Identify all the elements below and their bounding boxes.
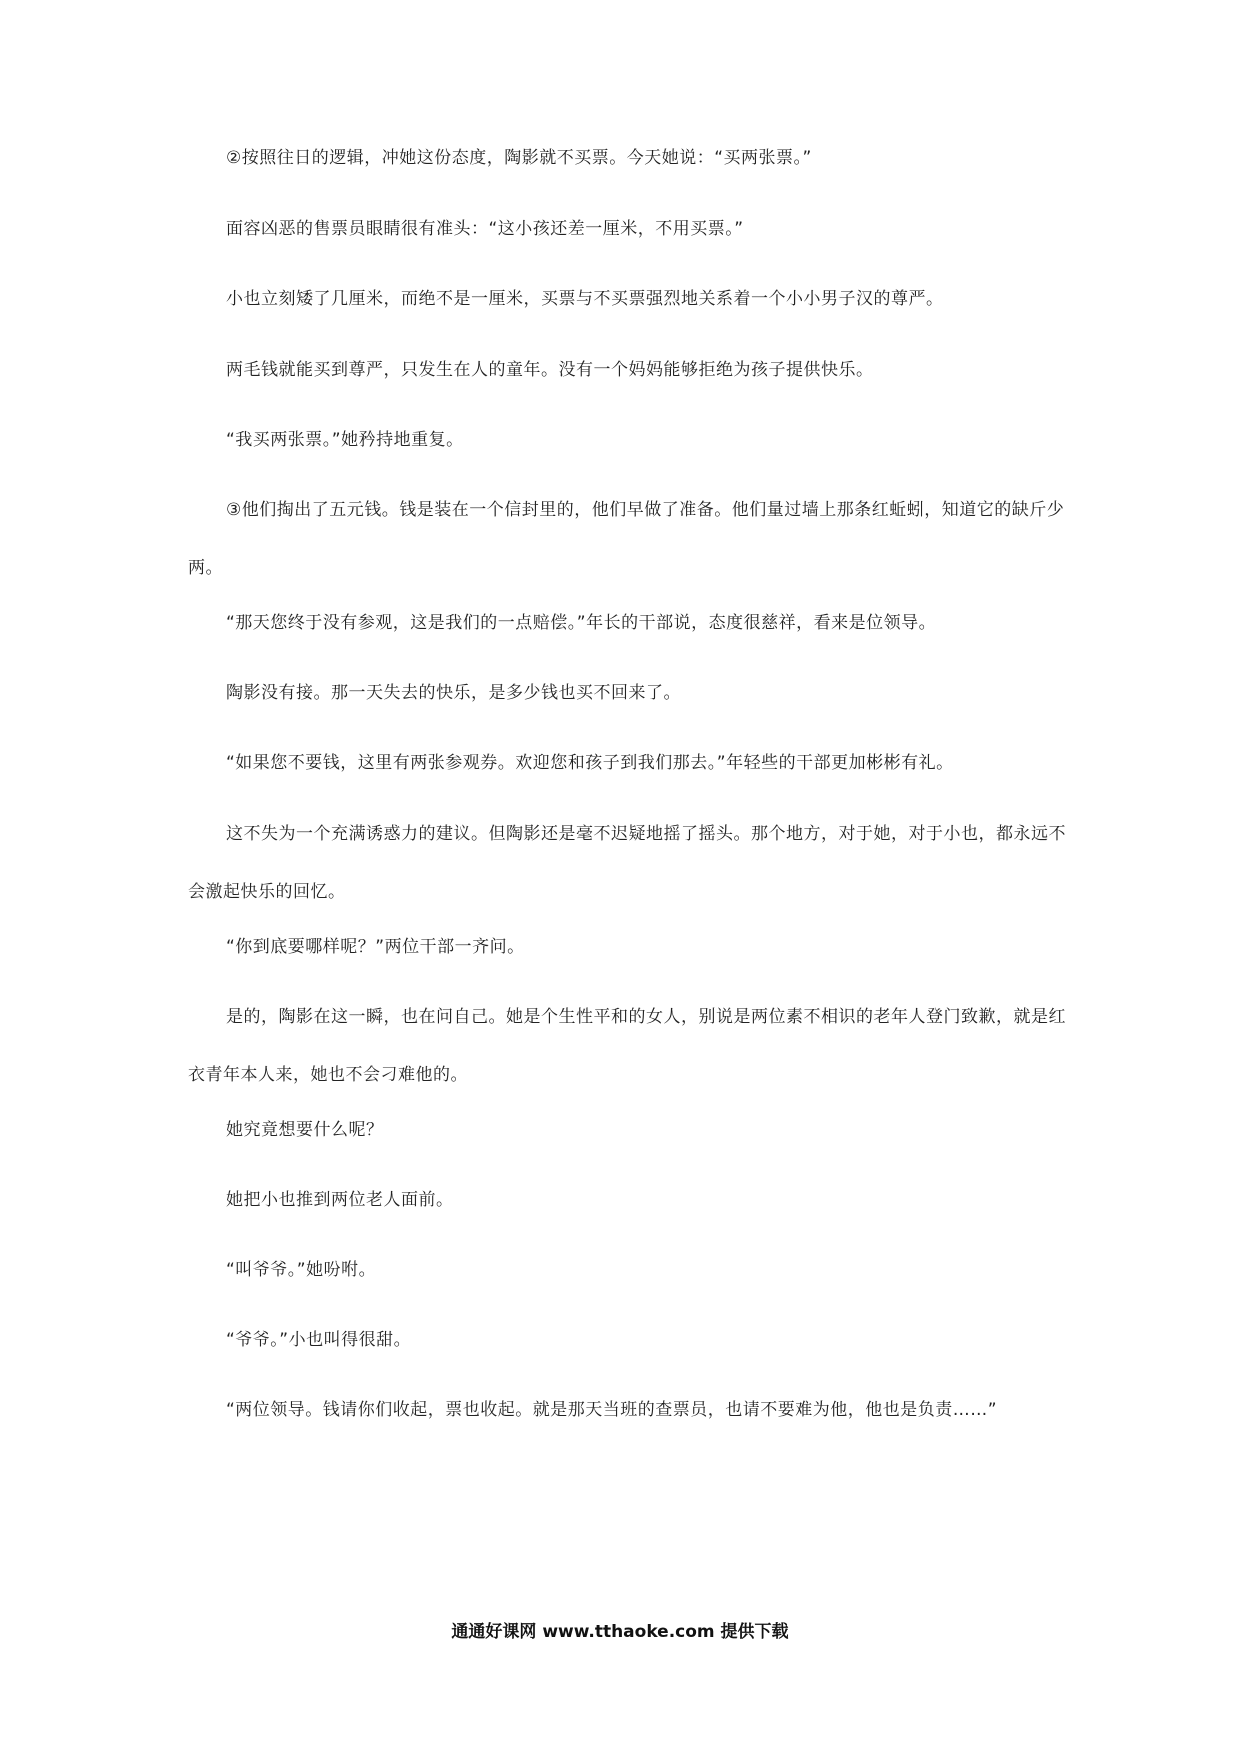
paragraph-11: “你到底要哪样呢？”两位干部一齐问。 xyxy=(226,937,525,957)
paragraph-17: “两位领导。钱请你们收起，票也收起。就是那天当班的查票员，也请不要难为他，他也是负责……” xyxy=(226,1400,998,1420)
paragraph-9: “如果您不要钱，这里有两张参观券。欢迎您和孩子到我们那去。”年轻些的干部更加彬彬有礼。 xyxy=(226,753,954,773)
paragraph-1: ②按照往日的逻辑，冲她这份态度，陶影就不买票。今天她说：“买两张票。” xyxy=(226,148,812,168)
paragraph-12: 是的，陶影在这一瞬，也在问自己。她是个生性平和的女人，别说是两位素不相识的老年人登门致歉，就是红衣青年本人来，她也不会刁难他的。 xyxy=(188,1007,1066,1085)
paragraph-13: 她究竟想要什么呢？ xyxy=(226,1120,384,1140)
paragraph-4: 两毛钱就能买到尊严，只发生在人的童年。没有一个妈妈能够拒绝为孩子提供快乐。 xyxy=(226,360,874,380)
paragraph-3: 小也立刻矮了几厘米，而绝不是一厘米，买票与不买票强烈地关系着一个小小男子汉的尊严。 xyxy=(226,289,944,309)
paragraph-2: 面容凶恶的售票员眼睛很有准头：“这小孩还差一厘米，不用买票。” xyxy=(226,219,744,239)
paragraph-14: 她把小也推到两位老人面前。 xyxy=(226,1190,454,1210)
paragraph-6: ③他们掏出了五元钱。钱是装在一个信封里的，他们早做了准备。他们量过墙上那条红蚯蚓，知道它的缺斤少两。 xyxy=(188,500,1065,578)
paragraph-10: 这不失为一个充满诱惑力的建议。但陶影还是毫不迟疑地摇了摇头。那个地方，对于她，对于小也，都永远不会激起快乐的回忆。 xyxy=(188,824,1066,902)
paragraph-8: 陶影没有接。那一天失去的快乐，是多少钱也买不回来了。 xyxy=(226,683,681,703)
paragraph-5: “我买两张票。”她矜持地重复。 xyxy=(226,430,464,450)
paragraph-15: “叫爷爷。”她吩咐。 xyxy=(226,1260,377,1280)
paragraph-16: “爷爷。”小也叫得很甜。 xyxy=(226,1330,412,1350)
paragraph-7: “那天您终于没有参观，这是我们的一点赔偿。”年长的干部说，态度很慈祥，看来是位领导。 xyxy=(226,613,937,633)
footer-download-note: 通通好课网 www.tthaoke.com 提供下载 xyxy=(451,1622,789,1642)
